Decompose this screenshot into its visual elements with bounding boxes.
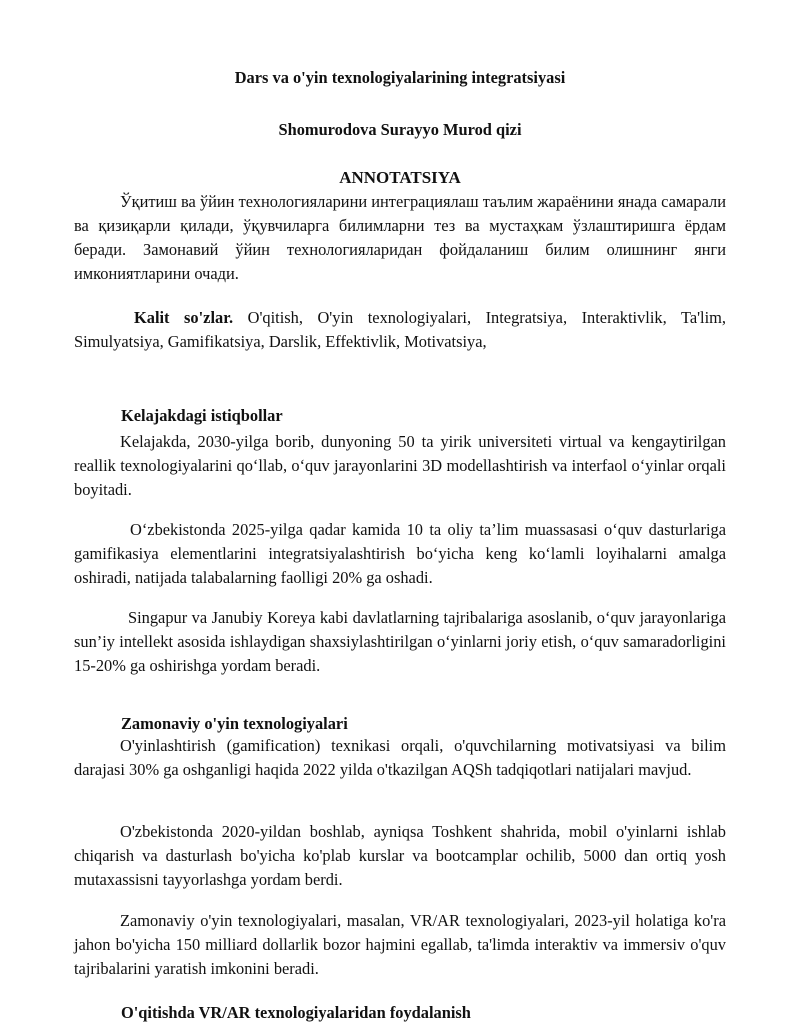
section-heading: Zamonaviy o'yin texnologiyalari bbox=[121, 714, 348, 733]
keywords-label: Kalit so'zlar. bbox=[134, 308, 234, 327]
annotation-heading: ANNOTATSIYA bbox=[339, 168, 461, 187]
section-paragraph: O'yinlashtirish (gamification) texnikasi orqali, o'quvchilarning motivatsiyasi va bilim darajasi 30% ga oshganligi haqida 2022 yilda o'tkazilgan AQSh tadqiqotlari natijalari mavjud. bbox=[74, 736, 726, 779]
section-paragraph: O‘zbekistonda 2025-yilga qadar kamida 10 ta oliy ta’lim muassasasi o‘quv dasturlariga gamifikasiya elementlarini integratsiyalashtirish bo‘yicha keng ko‘lamli loyihalarni amalga oshiradi, natijada talabalarning faolligi 20% ga oshadi. bbox=[74, 520, 726, 587]
section-paragraph: Zamonaviy o'yin texnologiyalari, masalan, VR/AR texnologiyalari, 2023-yil holatiga ko'ra jahon bo'yicha 150 milliard dollarlik bozor hajmini egallab, ta'limda interaktiv va immersiv o'quv tajribalarini yaratish imkonini beradi. bbox=[74, 911, 726, 978]
section-heading: Kelajakdagi istiqbollar bbox=[121, 406, 283, 425]
section-paragraph: Singapur va Janubiy Koreya kabi davlatlarning tajribalariga asoslanib, o‘quv jarayonlariga sun’iy intellekt asosida ishlaydigan shaxsiylashtirilgan o‘yinlarni joriy etish, o‘quv samaradorligini 15-20% ga oshirishga yordam beradi. bbox=[74, 608, 726, 675]
keywords-list: O'qitish, O'yin texnologiyalari, Integratsiya, Interaktivlik, Ta'lim, Simulyatsiya, Gamifikatsiya, Darslik, Effektivlik, Motivatsiya, bbox=[74, 308, 726, 351]
annotation-paragraph: Ўқитиш ва ўйин технологияларини интеграциялаш таълим жараёнини янада самарали ва қизиқарли қилади, ўқувчиларга билимларни тез ва мустаҳкам ўзлаштиришга ёрдам беради. Замонавий ўйин технологияларидан фойдаланиш билим олишнинг янги имкониятларини очади. bbox=[74, 192, 726, 283]
document-title: Dars va o'yin texnologiyalarining integratsiyasi bbox=[234, 68, 566, 87]
section-paragraph: O'zbekistonda 2020-yildan boshlab, ayniqsa Toshkent shahrida, mobil o'yinlarni ishlab chiqarish va dasturlash bo'yicha ko'plab kurslar va bootcamplar ochilib, 5000 dan ortiq yosh mutaxassisni tayyorlashga yordam berdi. bbox=[74, 822, 726, 889]
section-paragraph: Kelajakda, 2030-yilga borib, dunyoning 50 ta yirik universiteti virtual va kengaytirilgan reallik texnologiyalarini qo‘llab, o‘quv jarayonlarini 3D modellashtirish va interfaol o‘yinlar orqali boyitadi. bbox=[74, 432, 726, 499]
section-heading: O'qitishda VR/AR texnologiyalaridan foydalanish bbox=[121, 1003, 471, 1022]
keywords-paragraph bbox=[74, 306, 726, 354]
author-name: Shomurodova Surayyo Murod qizi bbox=[278, 120, 522, 139]
